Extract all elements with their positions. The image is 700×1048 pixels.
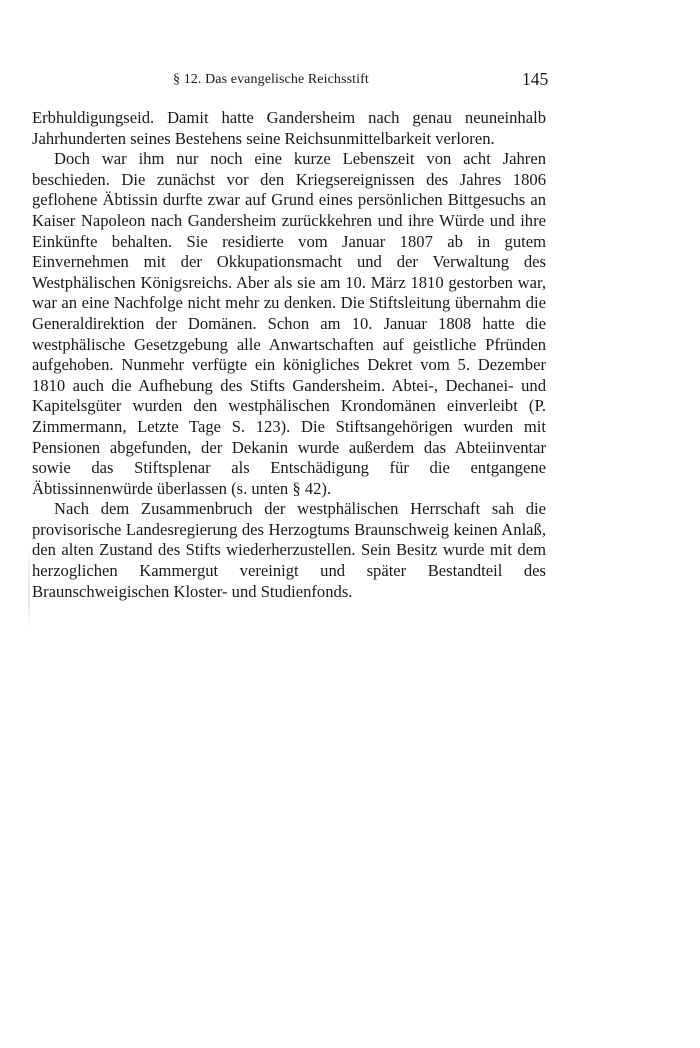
running-header (0, 68, 700, 90)
paragraph-aftermath: Nach dem Zusammenbruch der westphälischen Herrschaft sah die provisorische Landesregierung des Herzogtums Braunschweig keinen Anlaß, den alten Zustand des Stifts wiederherzustellen. Sein Besitz wurde mit dem herzoglichen Kammergut vereinigt und später Bestandteil des Braunschweigischen Kloster- und Studienfonds. (32, 499, 546, 601)
paragraph-dissolution: Doch war ihm nur noch eine kurze Lebenszeit von acht Jahren beschieden. Die zunächst vor den Kriegsereignissen des Jahres 1806 geflohene Äbtissin durfte zwar auf Grund eines persönlichen Bittgesuchs an Kaiser Napoleon nach Gandersheim zurückkehren und ihre Würde und ihre Einkünfte behalten. Sie residierte vom Januar 1807 ab in gutem Einvernehmen mit der Okkupationsmacht und der Verwaltung des Westphälischen Königsreichs. Aber als sie am 10. März 1810 gestorben war, war an eine Nachfolge nicht mehr zu denken. Die Stiftsleitung übernahm die Generaldirektion der Domänen. Schon am 10. Januar 1808 hatte die westphälische Gesetzgebung alle Anwartschaften auf geistliche Pfründen aufgehoben. Nunmehr verfügte ein königliches Dekret vom 5. Dezember 1810 auch die Aufhebung des Stifts Gandersheim. Abtei-, Dechanei- und Kapitelsgüter wurden den westphälischen Krondomänen einverleibt (P. Zimmermann, Letzte Tage S. 123). Die Stiftsangehörigen wurden mit Pensionen abgefunden, der Dekanin wurde außerdem das Abteiinventar sowie das Stiftsplenar als Entschädigung für die entgangene Äbtissinnenwürde überlassen (s. unten § 42). (32, 149, 546, 498)
binding-shadow (28, 548, 30, 632)
body-text (32, 108, 546, 602)
page-number: 145 (522, 69, 549, 89)
running-title: § 12. Das evangelische Reichsstift (173, 72, 369, 87)
paragraph-continuation: Erbhuldigungseid. Damit hatte Gandersheim nach genau neuneinhalb Jahrhunderten seines Bestehens seine Reichsunmittelbarkeit verloren. (32, 108, 546, 148)
